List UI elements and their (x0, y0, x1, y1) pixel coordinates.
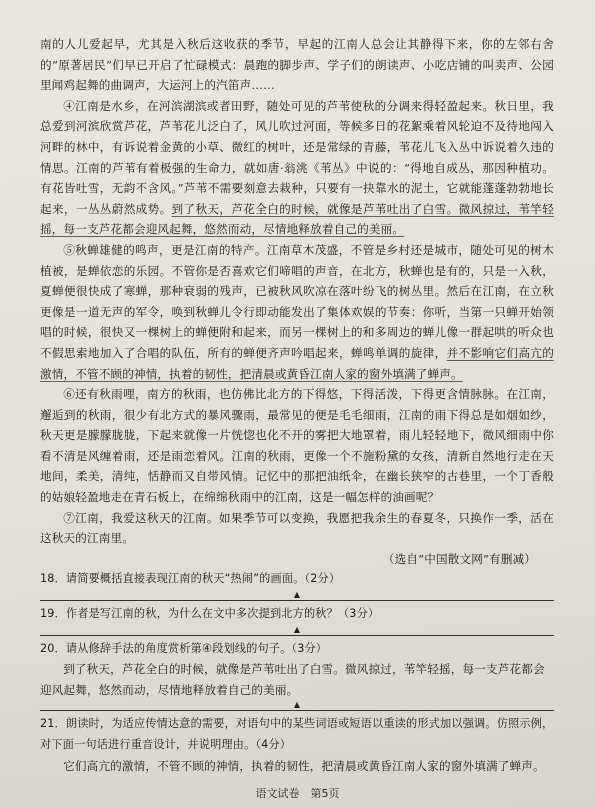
answer-marker: ▲ (293, 590, 301, 600)
question-20-quote: 到了秋天，芦花全白的时候，就像是芦苇吐出了白雪。微风掠过，苇竿轻摇，每一支芦花都会迎风起舞，悠然而动，尽情地释放着自己的美丽。 (40, 662, 545, 697)
paragraph-6: ⑥还有秋雨哩，南方的秋雨，也仿佛比北方的下得悠，下得活泼，下得更含情脉脉。在江南，邂逅到的秋雨，很少有北方式的暴风骤雨，最常见的便是毛毛细雨，江南的雨下得总是如烟如纱，秋天更是朦朦胧胧，下起来就像一片恍惚也化不开的雾把大地罩着，雨儿轻轻地下，微风细雨中你看不清是风缠着雨，还是雨恋着风。江南的秋雨，更像一个不施粉黛的女孩，清新自然地行走在天地间，柔美，清纯，恬静而又自带风情。记忆中的那把油纸伞，在幽长狭窄的古巷里，一个丁香般的姑娘轻盈地走在青石板上，在绵绵秋雨中的江南，这是一幅怎样的油画呢？ (40, 387, 554, 505)
page-footer: 语文试卷 第5页 (255, 787, 340, 800)
paragraph-3-continued: 南的人儿爱起早，尤其是入秋后这收获的季节，早起的江南人总会让其静得下来，你的左邻右舍的“原著居民”们早已开启了忙碌模式：晨跑的脚步声、学子们的朗读声、小吃店铺的叫卖声、公园里闻鸡起舞的曲调声，大运河上的汽笛声…… (40, 37, 554, 93)
paragraph-5 (40, 240, 554, 384)
answer-marker: ▲ (293, 624, 301, 634)
paragraph-4 (40, 96, 554, 240)
question-21-quote: 它们高亢的激情，不管不顾的神情，执着的韧性，把清晨或黄昏江南人家的窗外填满了蝉声。 (63, 758, 545, 773)
answer-area-19[interactable] (40, 625, 554, 639)
answer-line (40, 600, 554, 601)
source-note: （选自“中国散文网”有删减） (382, 551, 536, 566)
question-19: 19．作者是写江南的秋，为什么在文中多次提到北方的秋？（3分） (40, 607, 380, 621)
answer-line (40, 710, 554, 711)
question-21: 21．朗读时，为适应传情达意的需要，对语句中的某些词语或短语以重读的形式加以强调。仿照示例，对下面一句话进行重音设计，并说明理由。（4分） (40, 717, 554, 751)
answer-line (40, 635, 554, 636)
question-20: 20．请从修辞手法的角度赏析第④段划线的句子。（3分） (40, 641, 328, 655)
page-content (40, 34, 554, 776)
answer-area-18[interactable] (40, 590, 554, 604)
paragraph-5-text: ⑤秋蝉雄健的鸣声，更是江南的特产。江南草木茂盛，不管是乡村还是城市，随处可见的树木植被，是蝉依恋的乐园。不管你是否喜欢它们啼唱的声音，在北方，秋蝉也是有的，只是一入秋，夏蝉便很快成了寒蝉，那种衰弱的残声，已被秋风吹凉在落叶纷飞的树丛里。然后在江南，在立秋更像是一道无声的军令，唤到秋蝉儿令行即动能发出了集体欢娱的节奏：你听，当第一只蝉开始领唱的时候，很快又一棵树上的蝉便附和起来，而另一棵树上的和多周边的蝉儿像一群起哄的听众也不假思索地加入了合唱的队伍，所有的蝉便齐声吟唱起来，蝉鸣单调的旋律， (40, 242, 554, 360)
paragraph-4-underlined-sentence: 到了秋天，芦花全白的时候，就像是芦苇吐出了白雪。微风掠过，苇竿轻摇，每一支芦花都会迎风起舞，悠然而动，尽情地释放着自己的美丽。 (40, 201, 554, 237)
paragraph-5-underlined-sentence: 并不影响它们高亢的激情，不管不顾的神情，执着的韧性，把清晨或黄昏江南人家的窗外填满了蝉声。 (40, 345, 554, 381)
paragraph-4-text: ④江南是水乡，在河滨湖滨或者田野，随处可见的芦苇使秋的分调来得轻盈起来。秋日里，我总爱到河滨欣赏芦花，芦苇花儿泛白了，风儿吹过河面，等候多日的花絮乘着风轮迫不及待地闯入河畔的林中，有诉说着金黄的小草、微红的树叶，还是常绿的青藤，苇花儿飞入丛中诉说着久违的情思。江南的芦苇有着极强的生命力，就如唐·翁洮《苇丛》中说的：“得地自成丛，那因种植功。有花皆吐雪，无韵不含风。”芦苇不需要刻意去栽种，只要有一抉靠水的泥土，它就能蓬蓬勃勃地长起来，一丛丛蔚然成势。 (40, 98, 554, 216)
answer-marker: ▲ (293, 700, 301, 710)
question-18: 18．请简要概括直接表现江南的秋天“热闹”的画面。（2分） (40, 572, 341, 586)
paragraph-7: ⑦江南，我爱这秋天的江南。如果季节可以变换，我愿把我余生的春夏冬，只换作一季，活在这秋天的江南里。 (40, 510, 554, 546)
answer-area-20[interactable] (40, 700, 554, 714)
